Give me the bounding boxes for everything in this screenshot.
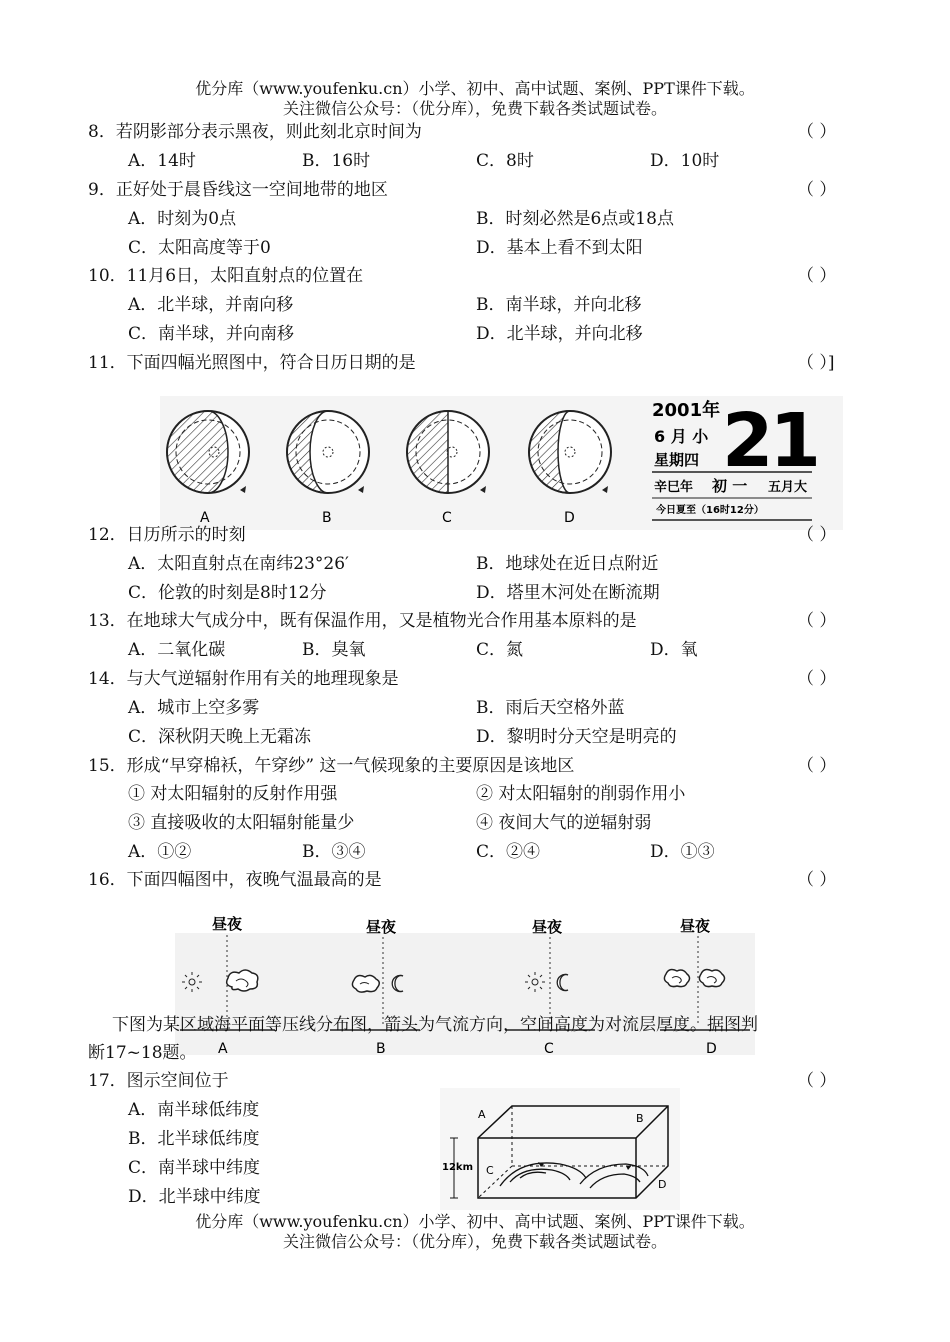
header-line-1: 优分库（www.youfenku.cn）小学、初中、高中试题、案例、PPT课件下载。 xyxy=(195,79,755,98)
option: B．③④ xyxy=(302,842,366,862)
option: D．氧 xyxy=(650,640,698,660)
label-c: C xyxy=(442,510,452,526)
calendar-lunar-month: 五月大 xyxy=(768,480,808,495)
question-17-stem: 17．图示空间位于 xyxy=(88,1071,229,1091)
calendar-month: 6 月 小 xyxy=(654,427,709,446)
option: B．南半球，并向北移 xyxy=(476,295,642,315)
statement-1: ① 对太阳辐射的反射作用强 xyxy=(128,784,338,804)
daynight-label: 昼夜 xyxy=(212,915,243,933)
question-13-stem: 13．在地球大气成分中，既有保温作用，又是植物光合作用基本原料的是 xyxy=(88,611,637,631)
daynight-label: 昼夜 xyxy=(532,918,563,936)
label-b: B xyxy=(376,1041,386,1057)
point-a: A xyxy=(478,1108,486,1121)
option: C．南半球中纬度 xyxy=(128,1158,261,1178)
option: A．①② xyxy=(128,842,192,862)
answer-paren: （ ） xyxy=(797,611,837,631)
label-c: C xyxy=(544,1041,554,1057)
answer-paren: （ ）] xyxy=(797,353,835,373)
question-10-stem: 10．11月6日，太阳直射点的位置在 xyxy=(88,266,364,286)
intro-17-18-line-1: 下图为某区域海平面等压线分布图，箭头为气流方向，空间高度为对流层厚度。据图判 xyxy=(112,1015,758,1035)
pressure-box-figure xyxy=(440,1088,680,1210)
footer-line-2: 关注微信公众号：（优分库），免费下载各类试题试卷。 xyxy=(282,1232,667,1251)
option: A．时刻为0点 xyxy=(128,209,237,229)
calendar-lunar-day: 初 一 xyxy=(712,477,748,495)
question-11-stem: 11．下面四幅光照图中，符合日历日期的是 xyxy=(88,353,416,373)
answer-paren: （ ） xyxy=(797,756,837,776)
option: C．伦敦的时刻是8时12分 xyxy=(128,583,327,603)
answer-paren: （ ） xyxy=(797,669,837,689)
answer-paren: （ ） xyxy=(797,180,837,200)
question-16-stem: 16．下面四幅图中，夜晚气温最高的是 xyxy=(88,870,382,890)
header-line-2: 关注微信公众号：（优分库），免费下载各类试题试卷。 xyxy=(282,99,667,118)
height-label: 12km xyxy=(442,1162,473,1173)
calendar-ganzhi: 辛巳年 xyxy=(654,480,694,495)
label-d: D xyxy=(564,510,575,526)
option: A．二氧化碳 xyxy=(128,640,226,660)
option: A．太阳直射点在南纬23°26′ xyxy=(128,554,349,574)
cloud-icon xyxy=(699,970,724,987)
option: B．时刻必然是6点或18点 xyxy=(476,209,674,229)
question-12-stem: 12．日历所示的时刻 xyxy=(88,525,246,545)
footer-line-1: 优分库（www.youfenku.cn）小学、初中、高中试题、案例、PPT课件下载。 xyxy=(195,1212,755,1231)
cloud-icon xyxy=(664,970,689,987)
option: C．8时 xyxy=(476,151,534,171)
option: A．14时 xyxy=(128,151,196,171)
option: D．基本上看不到太阳 xyxy=(476,238,643,258)
cloud-icon xyxy=(352,975,379,992)
calendar-day: 21 xyxy=(722,398,817,484)
answer-paren: （ ） xyxy=(797,870,837,890)
calendar-weekday: 星期四 xyxy=(654,451,700,469)
intro-17-18-line-2: 断17~18题。 xyxy=(88,1043,197,1063)
option: C．深秋阴天晚上无霜冻 xyxy=(128,727,312,747)
answer-paren: （ ） xyxy=(797,525,837,545)
label-a: A xyxy=(218,1041,228,1057)
option: A．城市上空多雾 xyxy=(128,698,260,718)
question-8-stem: 8．若阴影部分表示黑夜，则此刻北京时间为 xyxy=(88,122,422,142)
option: D．①③ xyxy=(650,842,715,862)
daynight-label: 昼夜 xyxy=(366,918,397,936)
option: C．太阳高度等于0 xyxy=(128,238,271,258)
question-9-stem: 9．正好处于晨昏线这一空间地带的地区 xyxy=(88,180,388,200)
point-d: D xyxy=(658,1178,667,1191)
statement-4: ④ 夜间大气的逆辐射弱 xyxy=(476,813,652,833)
calendar-year: 2001年 xyxy=(652,400,721,421)
option: B．雨后天空格外蓝 xyxy=(476,698,625,718)
option: C．氮 xyxy=(476,640,524,660)
option: B．北半球低纬度 xyxy=(128,1129,260,1149)
option: D．黎明时分天空是明亮的 xyxy=(476,727,677,747)
option: D．北半球，并向北移 xyxy=(476,324,643,344)
question-15-stem: 15．形成“早穿棉袄，午穿纱” 这一气候现象的主要原因是该地区 xyxy=(88,756,575,776)
option: A．南半球低纬度 xyxy=(128,1100,260,1120)
point-b: B xyxy=(636,1112,644,1125)
label-b: B xyxy=(322,510,332,526)
daynight-figure xyxy=(170,905,760,1060)
option: A．北半球，并南向移 xyxy=(128,295,294,315)
answer-paren: （ ） xyxy=(797,266,837,286)
answer-paren: （ ） xyxy=(797,1071,837,1091)
cloud-icon xyxy=(227,970,258,991)
option: C．南半球，并向南移 xyxy=(128,324,295,344)
question-14-stem: 14．与大气逆辐射作用有关的地理现象是 xyxy=(88,669,399,689)
point-c: C xyxy=(486,1164,494,1177)
option: D．塔里木河处在断流期 xyxy=(476,583,660,603)
label-a: A xyxy=(200,510,210,526)
option: B．臭氧 xyxy=(302,640,366,660)
illumination-figure xyxy=(160,396,843,530)
option: D．北半球中纬度 xyxy=(128,1187,261,1207)
statement-2: ② 对太阳辐射的削弱作用小 xyxy=(476,784,686,804)
calendar-solar-term: 今日夏至（16时12分） xyxy=(656,505,764,516)
daynight-label: 昼夜 xyxy=(680,917,711,935)
label-d: D xyxy=(706,1041,717,1057)
answer-paren: （ ） xyxy=(797,122,837,142)
option: B．16时 xyxy=(302,151,371,171)
option: C．②④ xyxy=(476,842,541,862)
statement-3: ③ 直接吸收的太阳辐射能量少 xyxy=(128,813,355,833)
option: D．10时 xyxy=(650,151,720,171)
option: B．地球处在近日点附近 xyxy=(476,554,659,574)
